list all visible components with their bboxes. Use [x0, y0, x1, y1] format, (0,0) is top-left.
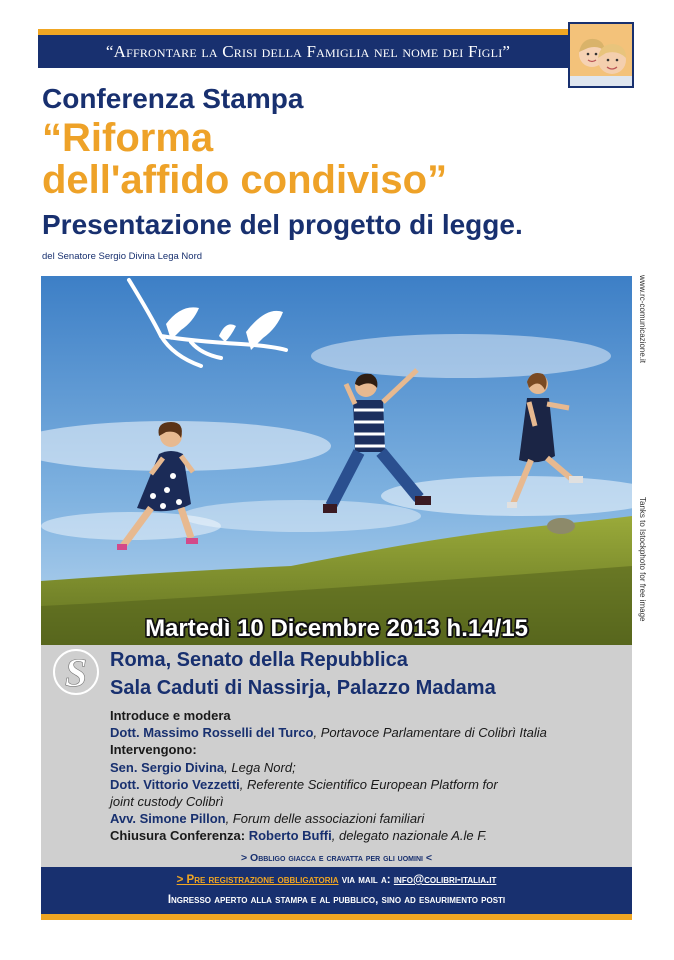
- closing-row: [110, 827, 630, 844]
- svg-text:S: S: [64, 650, 88, 695]
- speaker-row-continued: [110, 793, 630, 810]
- closing-label: Chiusura Conferenza:: [110, 828, 249, 844]
- event-title: [42, 117, 447, 201]
- children-photo: [568, 22, 634, 88]
- photo-credit-site: www.rc-comunicazione.it: [638, 275, 647, 364]
- event-date: Martedì 10 Dicembre 2013 h.14/15: [145, 615, 528, 642]
- speaker3-role: , Forum delle associazioni familiari: [225, 811, 425, 827]
- speaker-row: [110, 810, 630, 827]
- senate-logo-icon: [50, 646, 102, 698]
- intro-row: [110, 707, 630, 724]
- registration-line: [41, 874, 632, 886]
- registration-required: > Pre registrazione obbligatoria: [176, 874, 339, 886]
- senator-byline: del Senatore Sergio Divina Lega Nord: [42, 251, 203, 262]
- closing-role: , delegato nazionale A.le F.: [331, 828, 488, 844]
- speaker-row: [110, 759, 630, 776]
- moderator-row: [110, 724, 630, 741]
- speaker1-role: , Lega Nord;: [224, 759, 296, 775]
- moderator-name: Dott. Massimo Rosselli del Turco: [110, 725, 314, 741]
- speaker2-role-line2: joint custody Colibrì: [110, 794, 224, 810]
- event-title-line1: “Riforma: [42, 116, 214, 160]
- photo-credit-thanks: Tanks to Istockphoto for free image: [638, 497, 647, 622]
- registration-via: via mail a:: [338, 874, 394, 886]
- speaker-row: [110, 776, 630, 793]
- intro-label: Introduce e modera: [110, 708, 231, 723]
- venue-line1: Roma, Senato della Repubblica: [110, 649, 408, 671]
- speaker1-name: Sen. Sergio Divina: [110, 759, 225, 775]
- speaker2-role-line1: , Referente Scientifico European Platform for: [239, 776, 498, 792]
- closing-name: Roberto Buffi: [248, 828, 332, 844]
- venue-line2: Sala Caduti di Nassirja, Palazzo Madama: [110, 677, 496, 699]
- speakers-label: Intervengono:: [110, 742, 197, 758]
- slogan-banner: [38, 35, 578, 68]
- press-conference-heading: Conferenza Stampa: [42, 83, 304, 114]
- program-list: [110, 707, 630, 845]
- moderator-role: , Portavoce Parlamentare di Colibrì Italia: [313, 725, 547, 741]
- registration-email-link[interactable]: info@colibri-italia.it: [393, 874, 497, 886]
- bottom-accent-rule: [41, 914, 632, 920]
- dress-code-note: > Obbligo giacca e cravatta per gli uomini <: [240, 852, 433, 864]
- presentation-subtitle: Presentazione del progetto di legge.: [42, 209, 523, 240]
- speaker3-name: Avv. Simone Pillon: [110, 811, 226, 827]
- event-title-line2: dell'affido condiviso”: [42, 158, 448, 202]
- slogan-text: “Affrontare la Crisi della Famiglia nel nome dei Figli”: [105, 41, 511, 61]
- children-running-photo: [41, 276, 632, 645]
- open-access-note: Ingresso aperto alla stampa e al pubblico, sino ad esaurimento posti: [167, 894, 506, 906]
- speakers-row: [110, 741, 630, 758]
- speaker2-name: Dott. Vittorio Vezzetti: [110, 776, 240, 792]
